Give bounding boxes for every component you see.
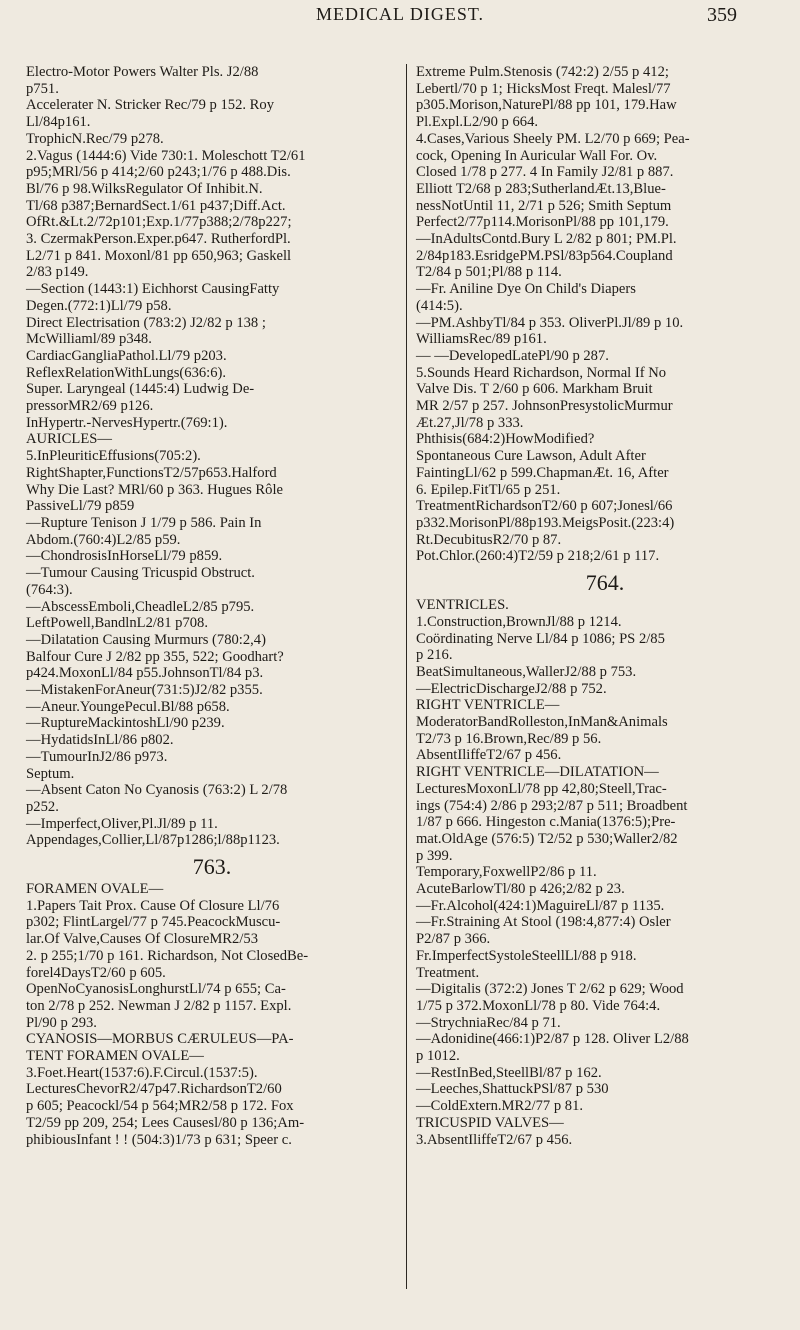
index-line: Appendages,Collier,Ll/87p1286;l/88p1123. (26, 832, 280, 849)
index-line: p305.Morison,NaturePl/88 pp 101, 179.Haw (416, 97, 677, 114)
index-line: —Absent Caton No Cyanosis (763:2) L 2/78 (26, 782, 288, 799)
index-line: mat.OldAge (576:5) T2/52 p 530;Waller2/82 (416, 830, 678, 847)
column-divider (406, 64, 407, 1289)
index-line: Accelerater N. Stricker Rec/79 p 152. Roy (26, 97, 275, 114)
index-line: 1.Construction,BrownJl/88 p 1214. (416, 613, 622, 630)
index-line: p302; FlintLargel/77 p 745.PeacockMuscu- (26, 914, 281, 931)
index-line: p95;MRl/56 p 414;2/60 p243;1/76 p 488.Dis. (26, 164, 291, 181)
index-line: Temporary,FoxwellP2/86 p 11. (416, 864, 597, 881)
index-line: Elliott T2/68 p 283;SutherlandÆt.13,Blue- (416, 180, 666, 197)
index-line: T2/84 p 501;Pl/88 p 114. (416, 264, 562, 281)
index-line: 5.InPleuriticEffusions(705:2). (26, 448, 201, 465)
index-line: Tl/68 p387;BernardSect.1/61 p437;Diff.Act. (26, 197, 286, 214)
index-line: LeftPowell,BandlnL2/81 p708. (26, 615, 208, 632)
index-line: Abdom.(760:4)L2/85 p59. (26, 531, 181, 548)
index-line: pressorMR2/69 p126. (26, 398, 154, 415)
index-line: FORAMEN OVALE— (26, 881, 164, 898)
index-line: VENTRICLES. (416, 597, 509, 614)
index-line: —ColdExtern.MR2/77 p 81. (416, 1098, 584, 1115)
index-line: Fr.ImperfectSystoleSteellLl/88 p 918. (416, 947, 637, 964)
index-line: —Dilatation Causing Murmurs (780:2,4) (26, 631, 266, 648)
index-line: AcuteBarlowTl/80 p 426;2/82 p 23. (416, 881, 625, 898)
index-line: Closed 1/78 p 277. 4 In Family J2/81 p 887. (416, 164, 674, 181)
index-line: Coördinating Nerve Ll/84 p 1086; PS 2/85 (416, 630, 665, 647)
index-line: cock, Opening In Auricular Wall For. Ov. (416, 147, 658, 164)
index-line: RightShapter,FunctionsT2/57p653.Halford (26, 464, 277, 481)
index-line: lar.Of Valve,Causes Of ClosureMR2/53 (26, 931, 258, 948)
page-number: 359 (707, 4, 737, 26)
index-line: FaintingLl/62 p 599.ChapmanÆt. 16, After (416, 464, 669, 481)
index-line: Pl.Expl.L2/90 p 664. (416, 114, 539, 131)
index-line: —Imperfect,Oliver,Pl.Jl/89 p 11. (26, 815, 218, 832)
index-line: p 216. (416, 647, 453, 664)
index-line: —Section (1443:1) Eichhorst CausingFatty (26, 281, 280, 298)
index-line: 3.Foet.Heart(1537:6).F.Circul.(1537:5). (26, 1064, 258, 1081)
index-line: Phthisis(684:2)HowModified? (416, 431, 595, 448)
index-line: CardiacGangliaPathol.Ll/79 p203. (26, 347, 227, 364)
index-line: McWilliaml/89 p348. (26, 331, 152, 348)
index-line: 1/75 p 372.MoxonLl/78 p 80. Vide 764:4. (416, 997, 661, 1014)
index-line: MR 2/57 p 257. JohnsonPresystolicMurmur (416, 398, 673, 415)
index-line: p 1012. (416, 1048, 460, 1065)
section-number: 764. (585, 570, 625, 596)
index-line: —AbscessEmboli,CheadleL2/85 p795. (26, 598, 255, 615)
index-line: Rt.DecubitusR2/70 p 87. (416, 531, 562, 548)
running-title: MEDICAL DIGEST. (316, 4, 484, 24)
index-line: Pot.Chlor.(260:4)T2/59 p 218;2/61 p 117. (416, 548, 660, 565)
index-line: —HydatidsInLl/86 p802. (26, 732, 174, 749)
index-line: Perfect2/77p114.MorisonPl/88 pp 101,179. (416, 214, 669, 231)
index-line: Balfour Cure J 2/82 pp 355, 522; Goodhart? (26, 648, 284, 665)
index-line: Æt.27,Jl/78 p 333. (416, 414, 524, 431)
index-line: phibiousInfant ! ! (504:3)1/73 p 631; Speer c. (26, 1131, 292, 1148)
index-line: p332.MorisonPl/88p193.MeigsPosit.(223:4) (416, 514, 675, 531)
index-line: p751. (26, 80, 59, 97)
index-line: PassiveLl/79 p859 (26, 498, 135, 515)
index-line: p424.MoxonLl/84 p55.JohnsonTl/84 p3. (26, 665, 264, 682)
index-line: Lebertl/70 p 1; HicksMost Freqt. Malesl/77 (416, 80, 671, 97)
index-line: Bl/76 p 98.WilksRegulator Of Inhibit.N. (26, 180, 263, 197)
index-line: BeatSimultaneous,WallerJ2/88 p 753. (416, 663, 637, 680)
index-line: —Fr. Aniline Dye On Child's Diapers (416, 281, 636, 298)
index-line: Extreme Pulm.Stenosis (742:2) 2/55 p 412; (416, 64, 669, 80)
index-line: —PM.AshbyTl/84 p 353. OliverPl.Jl/89 p 10. (416, 314, 684, 331)
index-line: 3.AbsentIliffeT2/67 p 456. (416, 1131, 573, 1148)
left-column (26, 64, 398, 1148)
index-line: P2/87 p 366. (416, 931, 491, 948)
index-line: —Adonidine(466:1)P2/87 p 128. Oliver L2/88 (416, 1031, 689, 1048)
index-line: TreatmentRichardsonT2/60 p 607;Jonesl/66 (416, 498, 673, 515)
index-line: InHypertr.-NervesHypertr.(769:1). (26, 414, 228, 431)
index-line: Pl/90 p 293. (26, 1014, 97, 1031)
index-line: TRICUSPID VALVES— (416, 1114, 564, 1131)
index-line: 2.Vagus (1444:6) Vide 730:1. Moleschott T2/61 (26, 147, 306, 164)
index-line: (414:5). (416, 297, 463, 314)
index-line: p252. (26, 798, 59, 815)
index-line: Ll/84p161. (26, 114, 91, 131)
index-line: T2/59 pp 209, 254; Lees Causesl/80 p 136;Am- (26, 1114, 305, 1131)
index-line: forel4DaysT2/60 p 605. (26, 964, 166, 981)
index-line: —Aneur.YoungePecul.Bl/88 p658. (26, 698, 230, 715)
index-line: 4.Cases,Various Sheely PM. L2/70 p 669; Pea- (416, 130, 690, 147)
index-line: 2/83 p149. (26, 264, 89, 281)
index-line: ReflexRelationWithLungs(636:6). (26, 364, 227, 381)
page-header (0, 0, 800, 40)
index-line: p 399. (416, 847, 453, 864)
index-line: RIGHT VENTRICLE—DILATATION— (416, 764, 659, 781)
index-line: nessNotUntil 11, 2/71 p 526; Smith Septum (416, 197, 672, 214)
index-line: OpenNoCyanosisLonghurstLl/74 p 655; Ca- (26, 981, 286, 998)
index-line: Why Die Last? MRl/60 p 363. Hugues Rôle (26, 481, 283, 498)
index-line: OfRt.&Lt.2/72p101;Exp.1/77p388;2/78p227; (26, 214, 292, 231)
index-line: —ElectricDischargeJ2/88 p 752. (416, 680, 607, 697)
index-line: —ChondrosisInHorseLl/79 p859. (26, 548, 223, 565)
index-line: Electro-Motor Powers Walter Pls. J2/88 (26, 64, 259, 80)
index-line: TrophicN.Rec/79 p278. (26, 130, 164, 147)
index-line: 3. CzermakPerson.Exper.p647. RutherfordPl. (26, 231, 291, 248)
section-number: 763. (192, 854, 232, 880)
index-line: 2/84p183.EsridgePM.PSl/83p564.Coupland (416, 247, 673, 264)
index-line: Degen.(772:1)Ll/79 p58. (26, 297, 172, 314)
index-line: —RuptureMackintoshLl/90 p239. (26, 715, 225, 732)
index-line: —StrychniaRec/84 p 71. (416, 1014, 561, 1031)
index-line: p 605; Peacockl/54 p 564;MR2/58 p 172. Fox (26, 1098, 294, 1115)
index-line: 1/87 p 666. Hingeston c.Mania(1376:5);Pre- (416, 814, 676, 831)
index-line: L2/71 p 841. Moxonl/81 pp 650,963; Gaskell (26, 247, 292, 264)
index-line: LecturesChevorR2/47p47.RichardsonT2/60 (26, 1081, 282, 1098)
index-line: 5.Sounds Heard Richardson, Normal If No (416, 364, 667, 381)
index-line: —TumourInJ2/86 p973. (26, 748, 168, 765)
index-line: —MistakenForAneur(731:5)J2/82 p355. (26, 682, 263, 699)
index-line: AURICLES— (26, 431, 112, 448)
index-line: Valve Dis. T 2/60 p 606. Markham Bruit (416, 381, 653, 398)
index-line: 1.Papers Tait Prox. Cause Of Closure Ll/76 (26, 897, 280, 914)
index-line: —Fr.Straining At Stool (198:4,877:4) Osler (416, 914, 671, 931)
index-line: Super. Laryngeal (1445:4) Ludwig De- (26, 381, 255, 398)
index-line: — —DevelopedLatePl/90 p 287. (416, 347, 609, 364)
index-line: —Tumour Causing Tricuspid Obstruct. (26, 565, 255, 582)
index-line: T2/73 p 16.Brown,Rec/89 p 56. (416, 730, 602, 747)
index-line: LecturesMoxonLl/78 pp 42,80;Steell,Trac- (416, 780, 667, 797)
index-line: ton 2/78 p 252. Newman J 2/82 p 1157. Expl. (26, 997, 292, 1014)
index-line: —Rupture Tenison J 1/79 p 586. Pain In (26, 514, 262, 531)
index-line: TENT FORAMEN OVALE— (26, 1048, 204, 1065)
index-line: Treatment. (416, 964, 480, 981)
index-line: 2. p 255;1/70 p 161. Richardson, Not ClosedBe- (26, 947, 309, 964)
index-line: RIGHT VENTRICLE— (416, 697, 560, 714)
index-line: ModeratorBandRolleston,InMan&Animals (416, 714, 668, 731)
index-line: WilliamsRec/89 p161. (416, 331, 547, 348)
index-line: (764:3). (26, 581, 73, 598)
index-line: Direct Electrisation (783:2) J2/82 p 138 ; (26, 314, 266, 331)
index-line: CYANOSIS—MORBUS CÆRULEUS—PA- (26, 1031, 294, 1048)
index-line: —RestInBed,SteellBl/87 p 162. (416, 1064, 602, 1081)
index-line: ings (754:4) 2/86 p 293;2/87 p 511; Broadbent (416, 797, 688, 814)
index-line: 6. Epilep.FitTl/65 p 251. (416, 481, 561, 498)
right-column (416, 64, 794, 1148)
index-line: AbsentIliffeT2/67 p 456. (416, 747, 562, 764)
index-line: —Leeches,ShattuckPSl/87 p 530 (416, 1081, 609, 1098)
index-line: Spontaneous Cure Lawson, Adult After (416, 448, 646, 465)
index-line: —InAdultsContd.Bury L 2/82 p 801; PM.Pl. (416, 231, 677, 248)
index-line: Septum. (26, 765, 75, 782)
index-line: —Digitalis (372:2) Jones T 2/62 p 629; Wood (416, 981, 684, 998)
index-line: —Fr.Alcohol(424:1)MaguireLl/87 p 1135. (416, 897, 665, 914)
